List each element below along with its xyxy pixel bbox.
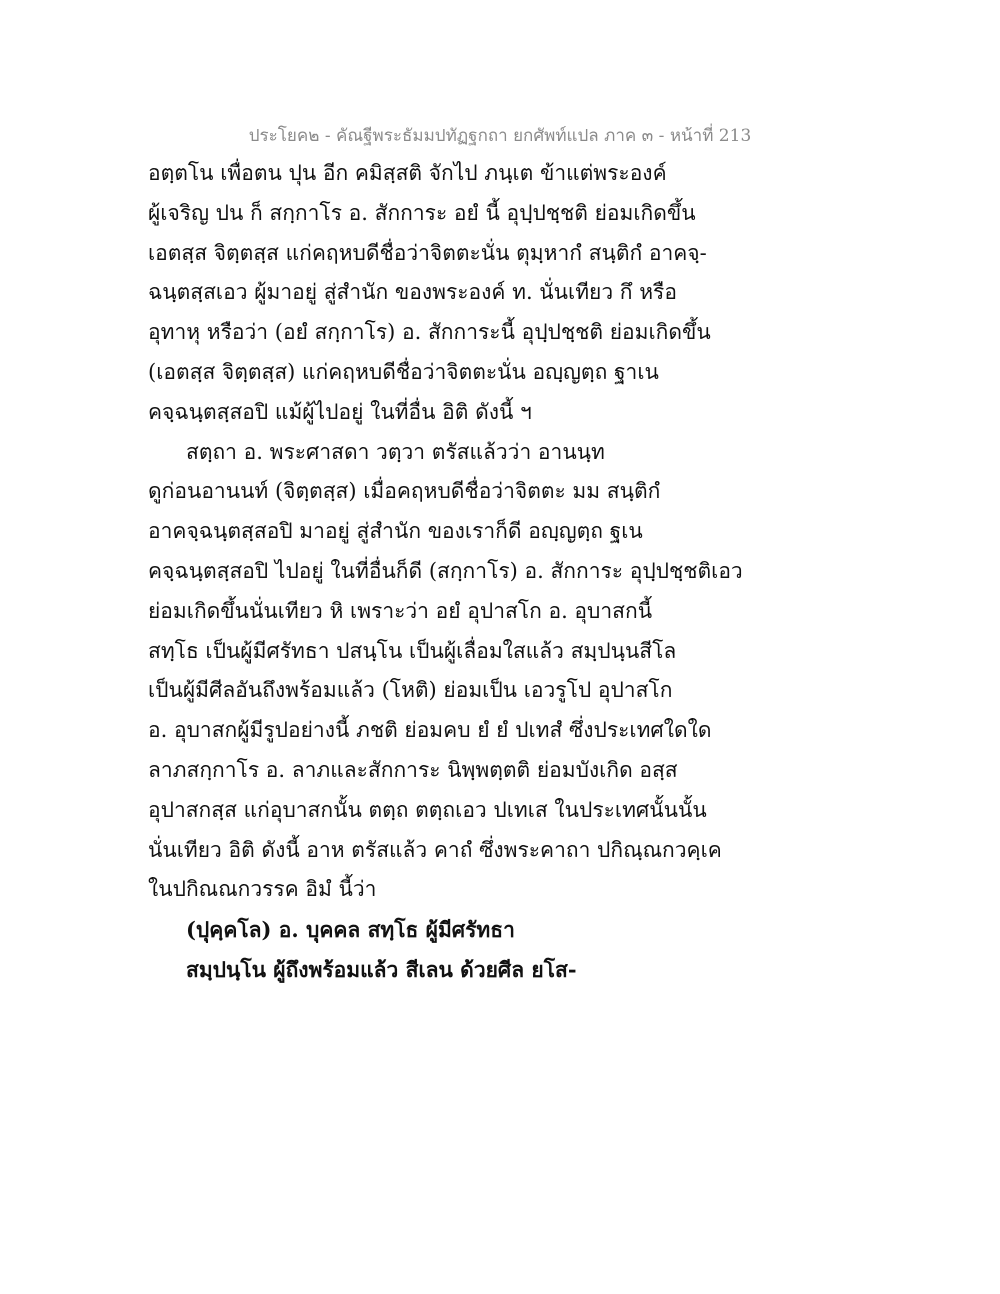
text-line: ผู้เจริญ ปน ก็ สกฺกาโร อ. สักการะ อยํ นี้ อุปฺปชฺชติ ย่อมเกิดขึ้น bbox=[148, 200, 696, 225]
text-line: อตฺตโน เพื่อตน ปุน อีก คมิสฺสติ จักไป ภนฺเต ข้าแต่พระองค์ bbox=[148, 161, 667, 185]
text-line: ดูก่อนอานนท์ (จิตฺตสฺส) เมื่อคฤหบดีชื่อว่าจิตตะ มม สนฺติกํ bbox=[148, 479, 661, 504]
text-line: เอตสฺส จิตฺตสฺส แก่คฤหบดีชื่อว่าจิตตะนั่น ตุมฺหากํ สนฺติกํ อาคจฺ- bbox=[148, 240, 707, 265]
text-line: อ. อุบาสกผู้มีรูปอย่างนี้ ภชติ ย่อมคบ ยํ ยํ ปเทสํ ซึ่งประเทศใดใด bbox=[148, 718, 712, 743]
text-line: (เอตสฺส จิตฺตสฺส) แก่คฤหบดีชื่อว่าจิตตะนั่น อญฺญตฺถ ฐาเน bbox=[148, 359, 659, 384]
text-line: สทฺโธ เป็นผู้มีศรัทธา ปสนฺโน เป็นผู้เลื่อมใสแล้ว สมฺปนฺนสีโล bbox=[148, 638, 677, 663]
text-line: คจฺฉนฺตสฺสอปิ ไปอยู่ ในที่อื่นก็ดี (สกฺกาโร) อ. สักการะ อุปฺปชฺชติเอว bbox=[148, 558, 743, 583]
text-line: สตฺถา อ. พระศาสดา วตฺวา ตรัสแล้วว่า อานนฺท bbox=[186, 439, 605, 464]
text-line: อุทาหุ หรือว่า (อยํ สกฺกาโร) อ. สักการะนี้ อุปฺปชฺชติ ย่อมเกิดขึ้น bbox=[148, 320, 711, 345]
text-line: ลาภสกฺกาโร อ. ลาภและสักการะ นิพฺพตฺตติ ย่อมบังเกิด อสฺส bbox=[148, 757, 678, 782]
text-line: (ปุคฺคโล) อ. บุคคล สทฺโธ ผู้มีศรัทธา bbox=[186, 917, 515, 943]
body-text bbox=[148, 154, 868, 990]
page-header: ประโยค๒ - คัณฐีพระธัมมปทัฏฐกถา ยกศัพท์แปล ภาค ๓ - หน้าที่ 213 bbox=[248, 126, 752, 146]
text-line: ฉนฺตสฺสเอว ผู้มาอยู่ สู่สำนัก ของพระองค์ ท. นั่นเทียว กึ หรือ bbox=[148, 280, 677, 305]
text-line: ย่อมเกิดขึ้นนั่นเทียว หิ เพราะว่า อยํ อุปาสโก อ. อุบาสกนี้ bbox=[148, 598, 653, 623]
text-line: ในปกิณณกวรรค อิมํ นี้ว่า bbox=[148, 877, 377, 902]
text-line: สมฺปนฺโน ผู้ถึงพร้อมแล้ว สีเลน ด้วยศีล ยโส- bbox=[186, 956, 577, 982]
text-line: คจฺฉนฺตสฺสอปิ แม้ผู้ไปอยู่ ในที่อื่น อิติ ดังนี้ ฯ bbox=[148, 399, 532, 424]
text-line: เป็นผู้มีศีลอันถึงพร้อมแล้ว (โหติ) ย่อมเป็น เอวรูโป อุปาสโก bbox=[148, 678, 673, 703]
text-line: อุปาสกสฺส แก่อุบาสกนั้น ตตฺถ ตตฺถเอว ปเทเส ในประเทศนั้นนั้น bbox=[148, 797, 707, 822]
text-line: อาคจฺฉนฺตสฺสอปิ มาอยู่ สู่สำนัก ของเราก็ดี อญฺญตฺถ ฐเน bbox=[148, 519, 643, 544]
text-line: นั่นเทียว อิติ ดังนี้ อาห ตรัสแล้ว คาถํ ซึ่งพระคาถา ปกิณฺณกวคฺเค bbox=[148, 837, 722, 862]
